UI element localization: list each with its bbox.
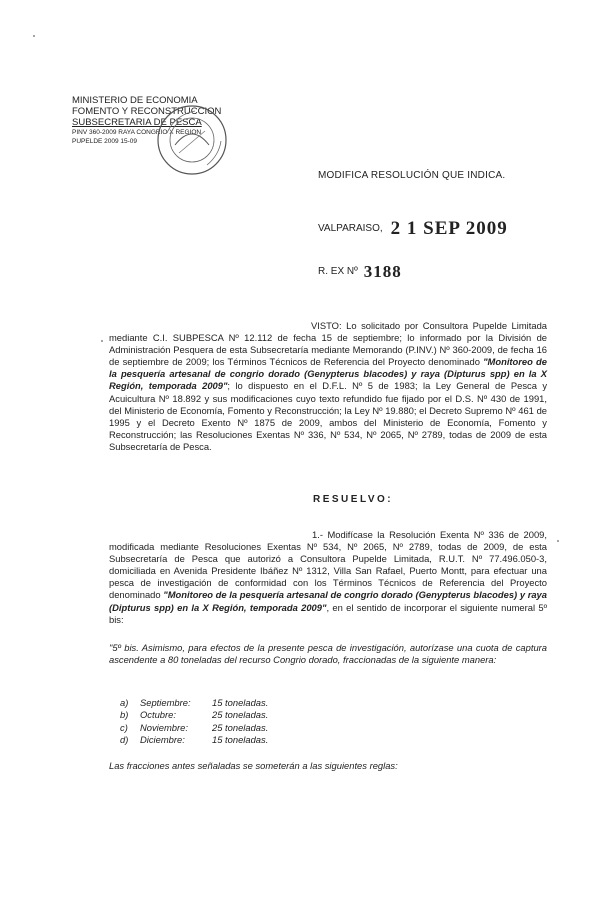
resolution-number xyxy=(318,262,402,282)
subsecretaria-name: SUBSECRETARIA DE PESCA xyxy=(72,117,202,128)
place-date xyxy=(318,218,508,240)
resolution-label: R. EX Nº xyxy=(318,266,358,277)
article-1-text-1: 1.- Modifícase la Resolución Exenta Nº 336 de 2009, modificada mediante Resoluciones Exentas Nº 534, Nº 2065, Nº 2789, todas de 2009, de esta Subsecretaría de Pesca que autorizó a Consultora Pupelde Limitada, R.U.T. Nº 77.496.050-3, domiciliada en Avenida Presidente Ibáñez Nº 1312, Villa San Rafael, Puerto Montt, para efectuar una pesca de investigación de conformidad con los Términos Técnicos de Referencia del Proyecto denominado xyxy=(109,529,547,601)
reference-date: PUPELDE 2009 15-09 xyxy=(72,138,138,145)
scan-speck xyxy=(101,340,103,342)
scan-speck xyxy=(33,35,35,37)
visto-project-name: "Monitoreo de la pesquería artesanal de congrio dorado (Genypterus blacodes) y raya (Dipturus spp) en la X Región, temporada 2009" xyxy=(109,356,547,392)
visto-text-1: Lo solicitado por Consultora Pupelde Limitada mediante C.I. SUBPESCA Nº 12.112 de fecha 15 de septiembre; lo informado por la División de Administración Pesquera de esta Subsecretaría mediante Memorando (P.INV.) Nº 360-2009, de fecha 16 de septiembre de 2009; los Términos Técnicos de Referencia del Proyecto denominado xyxy=(109,320,547,368)
visto-lead: VISTO: xyxy=(311,320,342,331)
reference-code: PINV 360-2009 RAYA CONGRIO X REGION xyxy=(72,129,202,136)
bis-paragraph: "5º bis. Asimismo, para efectos de la presente pesca de investigación, autorízase una cuota de captura ascendente a 80 toneladas del recurso Congrio dorado, fraccionadas de la siguiente manera: xyxy=(109,642,547,666)
seal-stamp-icon xyxy=(155,103,229,177)
document-title: MODIFICA RESOLUCIÓN QUE INDICA. xyxy=(318,170,506,181)
ministry-name: MINISTERIO DE ECONOMIA xyxy=(72,95,198,106)
list-item: b) Octubre: 25 toneladas. xyxy=(120,709,269,721)
article-1-project-name: "Monitoreo de la pesquería artesanal de congrio dorado (Genypterus blacodes) y raya (Dipturus spp) en la X Región, temporada 2009" xyxy=(109,589,547,613)
city: VALPARAISO, xyxy=(318,223,383,234)
visto-paragraph xyxy=(109,320,547,453)
article-1-text-2: , en el sentido de incorporar el siguiente numeral 5º bis: xyxy=(109,601,547,625)
quota-list xyxy=(120,697,268,747)
article-1-paragraph xyxy=(109,529,547,626)
closing-paragraph: Las fracciones antes señaladas se someterán a las siguientes reglas: xyxy=(109,760,398,771)
list-item: c) Noviembre: 25 toneladas. xyxy=(120,721,269,733)
list-item: d) Diciembre: 15 toneladas. xyxy=(120,734,269,746)
scan-speck xyxy=(557,540,559,542)
list-item: a) Septiembre: 15 toneladas. xyxy=(120,697,269,708)
visto-text-2: ; lo dispuesto en el D.F.L. Nº 5 de 1983; la Ley General de Pesca y Acuicultura Nº 18.892 y sus modificaciones cuyo texto refundido fue fijado por el D.S. Nº 430 de 1991, del Ministerio de Economía, Fomento y Reconstrucción; la Ley Nº 19.880; el Decreto Supremo Nº 461 de 1995 y el Decreto Exento Nº 1875 de 2009, ambos del Ministerio de Economía, Fomento y Reconstrucción; las Resoluciones Exentas Nº 336, Nº 534, Nº 2065, Nº 2789, todas de 2009 de esta Subsecretaría de Pesca. xyxy=(109,380,548,452)
ministry-subtitle: FOMENTO Y RECONSTRUCCION xyxy=(72,106,222,117)
resolution-value: 3188 xyxy=(363,262,402,281)
resuelvo-heading: RESUELVO: xyxy=(313,494,394,505)
date-stamp: 2 1 SEP 2009 xyxy=(390,218,508,239)
